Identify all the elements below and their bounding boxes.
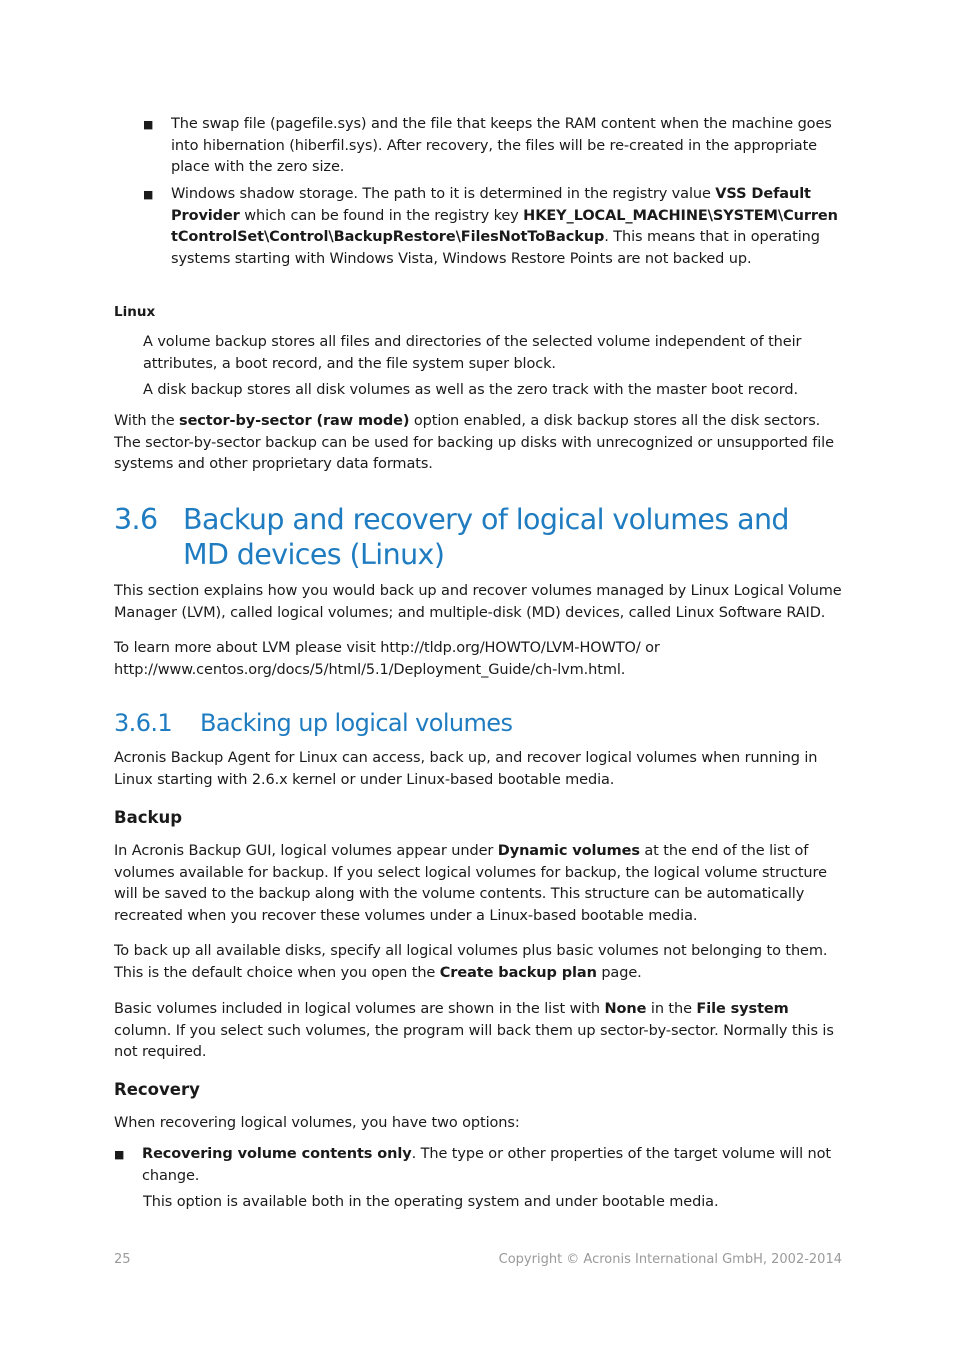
section-number: 3.6 [114,503,158,536]
bullet-square-icon: ■ [114,1148,125,1161]
bullet-square-icon: ■ [143,118,154,131]
section-heading-3-6 [114,502,842,572]
linux-disk-backup-paragraph: A disk backup stores all disk volumes as well as the zero track with the master boot record. [143,382,799,398]
subsection-title: Backing up logical volumes [200,709,513,737]
recovery-heading: Recovery [114,1080,200,1099]
subsection-number: 3.6.1 [114,709,173,737]
bullet-text: Recovering volume contents only. The type or other properties of the target volume will not change. [142,1146,832,1184]
copyright-notice: Copyright © Acronis International GmbH, 2002-2014 [498,1252,842,1267]
backup-heading: Backup [114,808,183,827]
section-heading-3-6-1 [114,708,842,738]
recovery-intro-paragraph: When recovering logical volumes, you have two options: [114,1115,520,1131]
basic-volumes-paragraph: Basic volumes included in logical volumes are shown in the list with None in the File system column. If you select such volumes, the program will back them up sector-by-sector. Normally this is not required. [114,1001,834,1060]
sector-by-sector-paragraph: With the sector-by-sector (raw mode) option enabled, a disk backup stores all the disk sectors. The sector-by-sector backup can be used for backing up disks with unrecognized or unsupported file systems and other proprietary data formats. [114,413,834,472]
linux-label: Linux [114,304,156,320]
bullet-text: Windows shadow storage. The path to it is determined in the registry value VSS Default Provider which can be found in the registry key HKEY_LOCAL_MACHINE\SYSTEM\CurrentControlSet\Control\BackupRestore\FilesNotToBackup. This means that in operating systems starting with Windows Vista, Windows Restore Points are not backed up. [171,186,838,267]
recovery-option-note: This option is available both in the operating system and under bootable media. [143,1194,719,1210]
bullet-text: The swap file (pagefile.sys) and the file that keeps the RAM content when the machine goes into hibernation (hiberfil.sys). After recovery, the files will be re-created in the appropriate place with the zero size. [171,116,832,175]
registry-key: HKEY_LOCAL_MACHINE\SYSTEM\CurrentControlSet\Control\BackupRestore\FilesNotToBackup [171,207,838,245]
backup-gui-paragraph: In Acronis Backup GUI, logical volumes appear under Dynamic volumes at the end of the list of volumes available for backup. If you select logical volumes for backup, the logical volume structure will be saved to the backup along with the volume contents. This structure can be automatically recreated when you recover these volumes under a Linux-based bootable media. [114,843,827,924]
section-title: Backup and recovery of logical volumes and MD devices (Linux) [183,503,789,571]
bullet-square-icon: ■ [143,188,154,201]
page-number: 25 [114,1252,131,1267]
lvm-links-paragraph: To learn more about LVM please visit http://tldp.org/HOWTO/LVM-HOWTO/ or http://www.centos.org/docs/5/html/5.1/Deployment_Guide/ch-lvm.html. [114,640,660,678]
bullet-swap-file [143,114,843,179]
recovery-option-bullet [114,1144,842,1187]
backup-all-disks-paragraph: To back up all available disks, specify all logical volumes plus basic volumes not belonging to them. This is the default choice when you open the Create backup plan page. [114,943,828,981]
agent-support-paragraph: Acronis Backup Agent for Linux can access, back up, and recover logical volumes when running in Linux starting with 2.6.x kernel or under Linux-based bootable media. [114,750,818,788]
linux-volume-backup-paragraph: A volume backup stores all files and directories of the selected volume independent of their attributes, a boot record, and the file system super block. [143,334,802,372]
registry-value: VSS Default Provider [171,186,811,224]
section-intro-paragraph: This section explains how you would back up and recover volumes managed by Linux Logical Volume Manager (LVM), called logical volumes; and multiple-disk (MD) devices, called Linux Software RAID. [114,583,842,621]
bullet-shadow-storage [143,184,843,270]
